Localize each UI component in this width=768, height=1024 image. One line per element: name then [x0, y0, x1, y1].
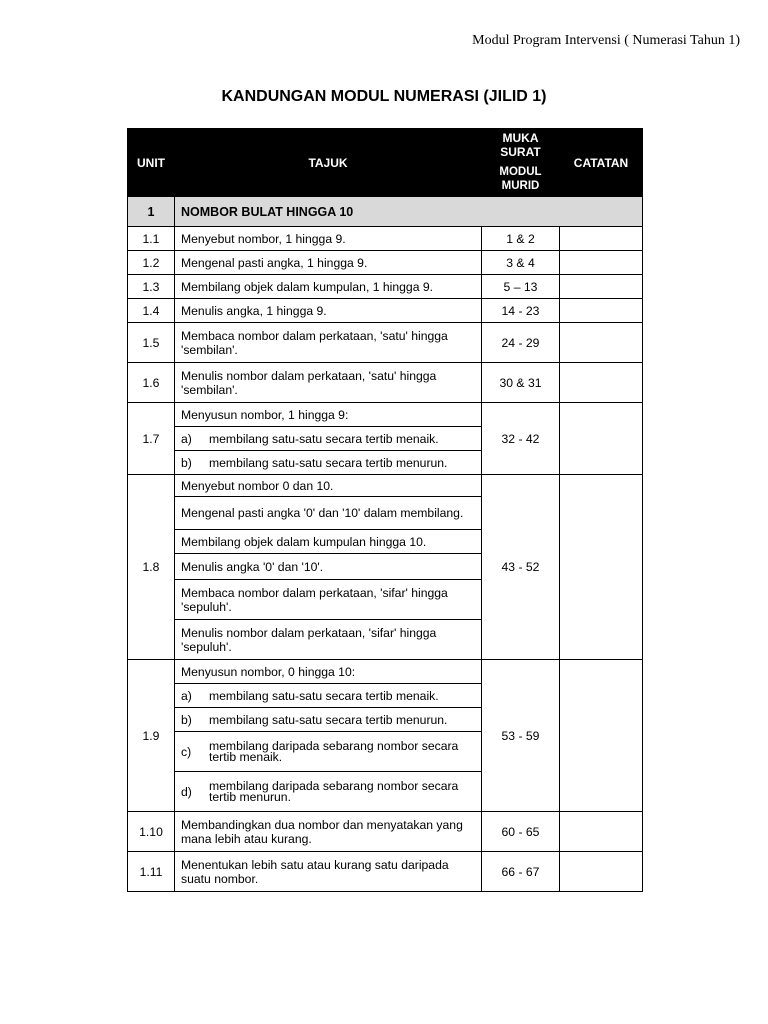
section-row — [128, 197, 643, 227]
subtopic-label: c) — [181, 744, 192, 759]
topic-cell: Menyebut nombor 0 dan 10. — [175, 475, 482, 497]
table-row — [128, 251, 643, 275]
unit-cell: 1.3 — [128, 275, 175, 299]
page-cell: 60 - 65 — [482, 812, 560, 852]
page-cell: 30 & 31 — [482, 363, 560, 403]
section-unit: 1 — [128, 197, 175, 227]
topic-cell: Menentukan lebih satu atau kurang satu daripada suatu nombor. — [175, 852, 482, 892]
topic-cell: Membandingkan dua nombor dan menyatakan yang mana lebih atau kurang. — [175, 812, 482, 852]
topic-cell: Menyusun nombor, 1 hingga 9: — [175, 403, 482, 427]
page-cell: 5 – 13 — [482, 275, 560, 299]
notes-cell — [560, 299, 643, 323]
topic-cell: Menulis angka '0' dan '10'. — [175, 554, 482, 580]
page-cell: 32 - 42 — [482, 403, 560, 475]
page-cell: 53 - 59 — [482, 660, 560, 812]
topic-cell: Membaca nombor dalam perkataan, 'sifar' hingga 'sepuluh'. — [175, 580, 482, 620]
table-row — [128, 299, 643, 323]
header-muka-surat — [482, 129, 560, 162]
header-modul-murid: MODUL MURID — [482, 162, 560, 197]
page-title: KANDUNGAN MODUL NUMERASI (JILID 1) — [221, 88, 547, 105]
unit-cell: 1.2 — [128, 251, 175, 275]
header-unit: UNIT — [128, 129, 175, 197]
notes-cell — [560, 323, 643, 363]
subtopic-cell — [175, 684, 482, 708]
page-cell: 3 & 4 — [482, 251, 560, 275]
subtopic-text: membilang daripada sebarang nombor secara tertib menaik. — [209, 738, 459, 764]
subtopic-cell — [175, 451, 482, 475]
notes-cell — [560, 660, 643, 812]
table-row — [128, 475, 643, 497]
subtopic-cell — [175, 708, 482, 732]
notes-cell — [560, 251, 643, 275]
section-title: NOMBOR BULAT HINGGA 10 — [175, 197, 643, 227]
unit-cell: 1.6 — [128, 363, 175, 403]
subtopic-text: membilang satu-satu secara tertib menurun. — [209, 712, 448, 727]
table-row — [128, 403, 643, 427]
notes-cell — [560, 227, 643, 251]
table-row — [128, 275, 643, 299]
unit-cell: 1.11 — [128, 852, 175, 892]
table-row — [128, 660, 643, 684]
topic-cell: Menulis angka, 1 hingga 9. — [175, 299, 482, 323]
page-cell: 14 - 23 — [482, 299, 560, 323]
subtopic-text: membilang satu-satu secara tertib menaik. — [209, 431, 439, 446]
unit-cell: 1.7 — [128, 403, 175, 475]
subtopic-cell — [175, 732, 482, 772]
topic-cell: Membilang objek dalam kumpulan hingga 10. — [175, 530, 482, 554]
topic-cell: Menulis nombor dalam perkataan, 'sifar' hingga 'sepuluh'. — [175, 620, 482, 660]
header-surat: SURAT — [500, 145, 541, 159]
running-header: Modul Program Intervensi ( Numerasi Tahun 1) — [472, 33, 740, 48]
unit-cell: 1.8 — [128, 475, 175, 660]
subtopic-label: d) — [181, 784, 192, 799]
table-row — [128, 227, 643, 251]
notes-cell — [560, 403, 643, 475]
subtopic-label: a) — [181, 688, 192, 703]
notes-cell — [560, 812, 643, 852]
topic-cell: Membaca nombor dalam perkataan, 'satu' hingga 'sembilan'. — [175, 323, 482, 363]
subtopic-text: membilang satu-satu secara tertib menaik. — [209, 688, 439, 703]
contents-table — [127, 128, 643, 892]
page-cell: 66 - 67 — [482, 852, 560, 892]
topic-cell: Menulis nombor dalam perkataan, 'satu' hingga 'sembilan'. — [175, 363, 482, 403]
page-cell: 1 & 2 — [482, 227, 560, 251]
notes-cell — [560, 852, 643, 892]
notes-cell — [560, 275, 643, 299]
subtopic-label: a) — [181, 431, 192, 446]
subtopic-text: membilang satu-satu secara tertib menurun. — [209, 455, 448, 470]
page-cell: 24 - 29 — [482, 323, 560, 363]
unit-cell: 1.9 — [128, 660, 175, 812]
unit-cell: 1.4 — [128, 299, 175, 323]
topic-cell: Membilang objek dalam kumpulan, 1 hingga 9. — [175, 275, 482, 299]
subtopic-cell — [175, 772, 482, 812]
topic-cell: Mengenal pasti angka, 1 hingga 9. — [175, 251, 482, 275]
topic-cell: Menyebut nombor, 1 hingga 9. — [175, 227, 482, 251]
header-catatan: CATATAN — [560, 129, 643, 197]
table-row — [128, 852, 643, 892]
header-muka: MUKA — [502, 131, 539, 145]
topic-cell: Menyusun nombor, 0 hingga 10: — [175, 660, 482, 684]
notes-cell — [560, 475, 643, 660]
table-row — [128, 812, 643, 852]
table-row — [128, 323, 643, 363]
unit-cell: 1.5 — [128, 323, 175, 363]
subtopic-label: b) — [181, 455, 192, 470]
subtopic-cell — [175, 427, 482, 451]
unit-cell: 1.1 — [128, 227, 175, 251]
table-row — [128, 363, 643, 403]
subtopic-label: b) — [181, 712, 192, 727]
notes-cell — [560, 363, 643, 403]
header-tajuk: TAJUK — [175, 129, 482, 197]
unit-cell: 1.10 — [128, 812, 175, 852]
topic-cell: Mengenal pasti angka '0' dan '10' dalam membilang. — [175, 497, 482, 530]
page-cell: 43 - 52 — [482, 475, 560, 660]
subtopic-text: membilang daripada sebarang nombor secara tertib menurun. — [209, 778, 459, 804]
